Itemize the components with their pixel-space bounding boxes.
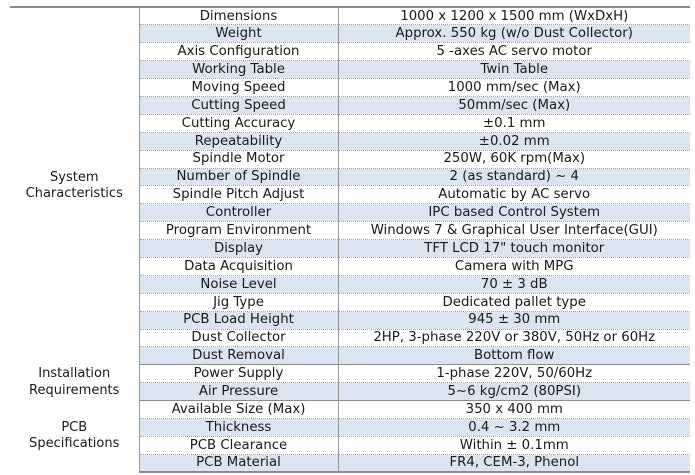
- spec-value: 1-phase 220V, 50/60Hz: [338, 365, 690, 383]
- spec-value: IPC based Control System: [338, 204, 690, 222]
- spec-param: Moving Speed: [139, 79, 338, 97]
- spec-value: 250W, 60K rpm(Max): [338, 150, 690, 168]
- spec-value: 350 x 400 mm: [338, 401, 690, 419]
- spec-value: 70 ± 3 dB: [338, 275, 690, 293]
- section-title: [10, 365, 139, 401]
- spec-param: Display: [139, 240, 338, 258]
- spec-param: Spindle Motor: [139, 150, 338, 168]
- section-title: [10, 401, 139, 473]
- spec-param: Number of Spindle: [139, 168, 338, 186]
- spec-value: Twin Table: [338, 61, 690, 79]
- spec-param: Power Supply: [139, 365, 338, 383]
- section-title-line: Specifications: [29, 436, 120, 452]
- spec-value: ±0.1 mm: [338, 114, 690, 132]
- section-title-line: Installation: [38, 366, 111, 382]
- spec-value: Dedicated pallet type: [338, 293, 690, 311]
- spec-value: 0.4 ~ 3.2 mm: [338, 418, 690, 436]
- spec-value: 2 (as standard) ~ 4: [338, 168, 690, 186]
- spec-table-body: [10, 7, 690, 472]
- spec-param: Program Environment: [139, 222, 338, 240]
- spec-param: Dust Removal: [139, 347, 338, 365]
- spec-value: ±0.02 mm: [338, 132, 690, 150]
- spec-value: 5 -axes AC servo motor: [338, 43, 690, 61]
- spec-param: Available Size (Max): [139, 401, 338, 419]
- spec-param: Repeatability: [139, 132, 338, 150]
- spec-table: [10, 6, 690, 473]
- section-title-line: Requirements: [29, 382, 120, 398]
- section-title-line: Characteristics: [25, 186, 123, 202]
- spec-value: FR4, CEM-3, Phenol: [338, 454, 690, 472]
- spec-row: [10, 365, 690, 383]
- spec-param: PCB Material: [139, 454, 338, 472]
- spec-param: Weight: [139, 25, 338, 43]
- spec-value: 50mm/sec (Max): [338, 96, 690, 114]
- section-title-line: PCB: [61, 420, 88, 436]
- spec-param: Working Table: [139, 61, 338, 79]
- spec-param: PCB Load Height: [139, 311, 338, 329]
- spec-param: Dust Collector: [139, 329, 338, 347]
- section-title: [10, 7, 139, 365]
- spec-param: Controller: [139, 204, 338, 222]
- spec-param: PCB Clearance: [139, 436, 338, 454]
- spec-param: Noise Level: [139, 275, 338, 293]
- spec-param: Jig Type: [139, 293, 338, 311]
- spec-row: [10, 7, 690, 25]
- spec-param: Dimensions: [139, 7, 338, 25]
- spec-value: Within ± 0.1mm: [338, 436, 690, 454]
- spec-row: [10, 401, 690, 419]
- spec-value: Camera with MPG: [338, 257, 690, 275]
- spec-value: 2HP, 3-phase 220V or 380V, 50Hz or 60Hz: [338, 329, 690, 347]
- spec-param: Cutting Accuracy: [139, 114, 338, 132]
- spec-value: 945 ± 30 mm: [338, 311, 690, 329]
- spec-param: Air Pressure: [139, 383, 338, 401]
- spec-param: Cutting Speed: [139, 96, 338, 114]
- spec-value: TFT LCD 17" touch monitor: [338, 240, 690, 258]
- spec-value: Approx. 550 kg (w/o Dust Collector): [338, 25, 690, 43]
- spec-value: 5~6 kg/cm2 (80PSI): [338, 383, 690, 401]
- spec-value: Bottom flow: [338, 347, 690, 365]
- section-title-line: System: [50, 170, 99, 186]
- spec-value: 1000 mm/sec (Max): [338, 79, 690, 97]
- spec-value: Windows 7 & Graphical User Interface(GUI): [338, 222, 690, 240]
- spec-param: Spindle Pitch Adjust: [139, 186, 338, 204]
- spec-param: Data Acquisition: [139, 257, 338, 275]
- spec-value: 1000 x 1200 x 1500 mm (WxDxH): [338, 7, 690, 25]
- spec-param: Thickness: [139, 418, 338, 436]
- spec-value: Automatic by AC servo: [338, 186, 690, 204]
- spec-param: Axis Configuration: [139, 43, 338, 61]
